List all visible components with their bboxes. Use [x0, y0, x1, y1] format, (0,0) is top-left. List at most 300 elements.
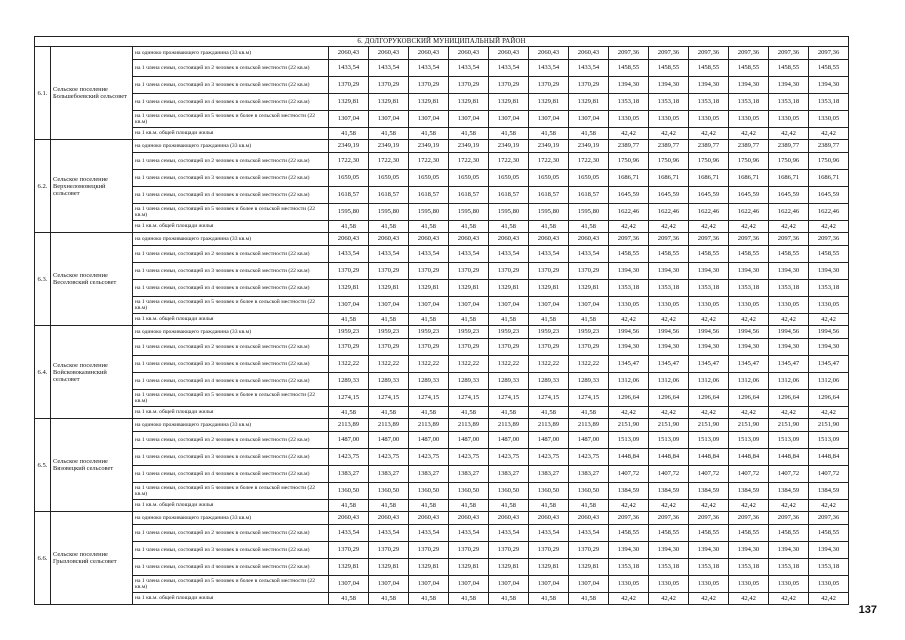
value-cell: 1659,05 [369, 169, 409, 186]
value-cell: 1433,54 [329, 245, 369, 262]
value-cell: 2060,43 [449, 512, 489, 525]
value-cell: 1322,22 [449, 355, 489, 372]
value-cell: 1618,57 [449, 186, 489, 203]
value-cell: 2349,19 [489, 140, 529, 153]
value-cell: 1394,30 [649, 262, 689, 279]
value-cell: 1353,18 [769, 279, 809, 296]
value-cell: 1307,04 [529, 110, 569, 127]
value-cell: 1750,96 [729, 152, 769, 169]
value-cell: 41,58 [329, 127, 369, 140]
value-cell: 1274,15 [569, 389, 609, 406]
value-cell: 1433,54 [489, 245, 529, 262]
value-cell: 1750,96 [809, 152, 849, 169]
value-cell: 1307,04 [489, 575, 529, 592]
value-cell: 1307,04 [329, 296, 369, 313]
value-cell: 1370,29 [329, 541, 369, 558]
value-cell: 2151,90 [649, 419, 689, 432]
value-cell: 42,42 [809, 499, 849, 512]
value-cell: 42,42 [649, 220, 689, 233]
value-cell: 1329,81 [409, 93, 449, 110]
value-cell: 1329,81 [329, 558, 369, 575]
value-cell: 2113,89 [489, 419, 529, 432]
value-cell: 1370,29 [329, 262, 369, 279]
value-cell: 1322,22 [369, 355, 409, 372]
value-cell: 42,42 [729, 220, 769, 233]
value-cell: 41,58 [489, 592, 529, 605]
value-cell: 1423,75 [449, 448, 489, 465]
value-cell: 1513,09 [809, 431, 849, 448]
value-cell: 1448,84 [689, 448, 729, 465]
value-cell: 1394,30 [729, 338, 769, 355]
value-cell: 41,58 [529, 220, 569, 233]
value-cell: 1307,04 [329, 110, 369, 127]
value-cell: 1370,29 [489, 76, 529, 93]
value-cell: 1274,15 [529, 389, 569, 406]
value-cell: 1722,30 [529, 152, 569, 169]
row-description: на 1 кв.м. общей площади жилья [133, 313, 329, 326]
value-cell: 42,42 [769, 406, 809, 419]
value-cell: 1645,59 [609, 186, 649, 203]
value-cell: 1370,29 [569, 262, 609, 279]
value-cell: 2060,43 [329, 233, 369, 246]
value-cell: 1360,50 [569, 482, 609, 499]
value-cell: 1686,71 [809, 169, 849, 186]
value-cell: 1330,05 [689, 296, 729, 313]
value-cell: 2097,36 [729, 512, 769, 525]
value-cell: 1595,80 [489, 203, 529, 220]
value-cell: 1433,54 [569, 245, 609, 262]
value-cell: 1622,46 [609, 203, 649, 220]
value-cell: 1433,54 [369, 524, 409, 541]
value-cell: 1394,30 [809, 262, 849, 279]
value-cell: 2389,77 [649, 140, 689, 153]
value-cell: 1994,56 [809, 326, 849, 339]
value-cell: 1722,30 [449, 152, 489, 169]
value-cell: 2389,77 [809, 140, 849, 153]
value-cell: 41,58 [569, 313, 609, 326]
value-cell: 2113,89 [369, 419, 409, 432]
table-row [35, 326, 849, 339]
value-cell: 41,58 [409, 499, 449, 512]
table-row [35, 127, 849, 140]
row-description: на 1 члена семьи, состоящей из 5 человек и более в сельской местности (22 кв.м) [133, 203, 329, 220]
table-row [35, 448, 849, 465]
value-cell: 41,58 [369, 499, 409, 512]
value-cell: 42,42 [689, 127, 729, 140]
value-cell: 1307,04 [569, 296, 609, 313]
table-row [35, 355, 849, 372]
value-cell: 1394,30 [809, 541, 849, 558]
value-cell: 41,58 [569, 220, 609, 233]
value-cell: 1370,29 [369, 76, 409, 93]
value-cell: 42,42 [769, 220, 809, 233]
value-cell: 1458,55 [649, 524, 689, 541]
value-cell: 41,58 [569, 592, 609, 605]
table-row [35, 313, 849, 326]
value-cell: 1407,72 [689, 465, 729, 482]
value-cell: 41,58 [449, 592, 489, 605]
value-cell: 1330,05 [769, 575, 809, 592]
value-cell: 41,58 [489, 220, 529, 233]
value-cell: 1513,09 [729, 431, 769, 448]
value-cell: 1448,84 [809, 448, 849, 465]
value-cell: 1384,59 [809, 482, 849, 499]
value-cell: 1329,81 [569, 93, 609, 110]
row-description: на 1 члена семьи, состоящей из 4 человек в сельской местности (22 кв.м) [133, 93, 329, 110]
row-description: на 1 члена семьи, состоящей из 5 человек и более в сельской местности (22 кв.м) [133, 110, 329, 127]
value-cell: 41,58 [409, 406, 449, 419]
value-cell: 1458,55 [809, 524, 849, 541]
table-row [35, 524, 849, 541]
value-cell: 1458,55 [729, 59, 769, 76]
settlement-name: Сельское поселение Верхнеломовецкий сельсовет [51, 140, 133, 233]
value-cell: 41,58 [529, 499, 569, 512]
value-cell: 2060,43 [449, 233, 489, 246]
value-cell: 1329,81 [329, 279, 369, 296]
value-cell: 1329,81 [489, 93, 529, 110]
value-cell: 1329,81 [409, 279, 449, 296]
value-cell: 1622,46 [769, 203, 809, 220]
row-description: на 1 члена семьи, состоящей из 2 человек в сельской местности (22 кв.м) [133, 245, 329, 262]
table-row [35, 296, 849, 313]
value-cell: 1345,47 [769, 355, 809, 372]
value-cell: 1329,81 [529, 279, 569, 296]
value-cell: 1353,18 [649, 558, 689, 575]
value-cell: 1370,29 [409, 76, 449, 93]
table-row [35, 262, 849, 279]
value-cell: 1329,81 [489, 558, 529, 575]
section-index: 6.2. [35, 140, 51, 233]
row-description: на 1 члена семьи, состоящей из 4 человек в сельской местности (22 кв.м) [133, 279, 329, 296]
value-cell: 41,58 [369, 313, 409, 326]
value-cell: 1353,18 [729, 558, 769, 575]
value-cell: 1433,54 [369, 59, 409, 76]
value-cell: 1433,54 [449, 59, 489, 76]
value-cell: 2060,43 [369, 233, 409, 246]
value-cell: 41,58 [409, 313, 449, 326]
value-cell: 2097,36 [649, 47, 689, 60]
value-cell: 2151,90 [689, 419, 729, 432]
value-cell: 41,58 [529, 406, 569, 419]
value-cell: 42,42 [809, 313, 849, 326]
value-cell: 41,58 [569, 499, 609, 512]
value-cell: 2097,36 [729, 47, 769, 60]
value-cell: 1622,46 [649, 203, 689, 220]
value-cell: 1458,55 [729, 245, 769, 262]
value-cell: 1659,05 [489, 169, 529, 186]
value-cell: 1407,72 [649, 465, 689, 482]
value-cell: 1370,29 [329, 338, 369, 355]
row-description: на 1 кв.м. общей площади жилья [133, 592, 329, 605]
value-cell: 1513,09 [609, 431, 649, 448]
value-cell: 1994,56 [729, 326, 769, 339]
value-cell: 1353,18 [769, 93, 809, 110]
value-cell: 41,58 [449, 406, 489, 419]
value-cell: 41,58 [449, 127, 489, 140]
value-cell: 2389,77 [729, 140, 769, 153]
value-cell: 1384,59 [729, 482, 769, 499]
table-row [35, 220, 849, 233]
value-cell: 1353,18 [649, 93, 689, 110]
row-description: на одиноко проживающего гражданина (33 кв.м) [133, 326, 329, 339]
value-cell: 1370,29 [449, 541, 489, 558]
value-cell: 1384,59 [609, 482, 649, 499]
value-cell: 2097,36 [769, 512, 809, 525]
value-cell: 1448,84 [769, 448, 809, 465]
value-cell: 1423,75 [329, 448, 369, 465]
value-cell: 1394,30 [689, 338, 729, 355]
value-cell: 1370,29 [409, 338, 449, 355]
value-cell: 1722,30 [409, 152, 449, 169]
value-cell: 1289,33 [569, 372, 609, 389]
value-cell: 2097,36 [809, 47, 849, 60]
table-row [35, 152, 849, 169]
value-cell: 1322,22 [489, 355, 529, 372]
value-cell: 1370,29 [489, 338, 529, 355]
value-cell: 1618,57 [569, 186, 609, 203]
value-cell: 1329,81 [529, 93, 569, 110]
value-cell: 2389,77 [609, 140, 649, 153]
value-cell: 1394,30 [649, 338, 689, 355]
value-cell: 42,42 [809, 127, 849, 140]
value-cell: 2349,19 [529, 140, 569, 153]
value-cell: 1394,30 [729, 541, 769, 558]
value-cell: 1959,23 [489, 326, 529, 339]
value-cell: 1595,80 [369, 203, 409, 220]
value-cell: 2097,36 [609, 512, 649, 525]
value-cell: 1312,06 [729, 372, 769, 389]
value-cell: 1448,84 [649, 448, 689, 465]
value-cell: 41,58 [329, 499, 369, 512]
value-cell: 1322,22 [409, 355, 449, 372]
value-cell: 1370,29 [449, 338, 489, 355]
value-cell: 1330,05 [649, 296, 689, 313]
section-index: 6.6. [35, 512, 51, 605]
value-cell: 1383,27 [449, 465, 489, 482]
value-cell: 2349,19 [569, 140, 609, 153]
value-cell: 41,58 [369, 592, 409, 605]
value-cell: 1686,71 [649, 169, 689, 186]
table-row [35, 245, 849, 262]
value-cell: 1383,27 [489, 465, 529, 482]
value-cell: 1433,54 [329, 59, 369, 76]
section-index: 6.5. [35, 419, 51, 512]
value-cell: 1433,54 [529, 524, 569, 541]
value-cell: 1394,30 [729, 262, 769, 279]
value-cell: 2097,36 [809, 233, 849, 246]
value-cell: 1750,96 [649, 152, 689, 169]
value-cell: 1659,05 [449, 169, 489, 186]
value-cell: 1994,56 [649, 326, 689, 339]
row-description: на 1 кв.м. общей площади жилья [133, 220, 329, 233]
value-cell: 2097,36 [689, 233, 729, 246]
value-cell: 2060,43 [409, 47, 449, 60]
table-row [35, 431, 849, 448]
value-cell: 2113,89 [449, 419, 489, 432]
value-cell: 1645,59 [769, 186, 809, 203]
value-cell: 1394,30 [609, 338, 649, 355]
value-cell: 2097,36 [769, 47, 809, 60]
value-cell: 1622,46 [729, 203, 769, 220]
value-cell: 1360,50 [529, 482, 569, 499]
value-cell: 1595,80 [529, 203, 569, 220]
value-cell: 42,42 [649, 499, 689, 512]
row-description: на 1 члена семьи, состоящей из 2 человек в сельской местности (22 кв.м) [133, 59, 329, 76]
value-cell: 1329,81 [449, 93, 489, 110]
table-row [35, 59, 849, 76]
table-row [35, 93, 849, 110]
value-cell: 1433,54 [449, 245, 489, 262]
value-cell: 1394,30 [689, 262, 729, 279]
value-cell: 1296,64 [689, 389, 729, 406]
table-row [35, 558, 849, 575]
value-cell: 1722,30 [369, 152, 409, 169]
value-cell: 1433,54 [489, 524, 529, 541]
value-cell: 1330,05 [609, 110, 649, 127]
value-cell: 41,58 [529, 592, 569, 605]
value-cell: 1433,54 [369, 245, 409, 262]
value-cell: 1686,71 [609, 169, 649, 186]
value-cell: 2097,36 [609, 47, 649, 60]
value-cell: 2349,19 [449, 140, 489, 153]
value-cell: 1353,18 [609, 558, 649, 575]
value-cell: 1423,75 [569, 448, 609, 465]
value-cell: 1458,55 [609, 59, 649, 76]
table-row [35, 279, 849, 296]
value-cell: 1274,15 [489, 389, 529, 406]
value-cell: 1394,30 [729, 76, 769, 93]
value-cell: 1487,00 [409, 431, 449, 448]
value-cell: 1394,30 [769, 76, 809, 93]
row-description: на одиноко проживающего гражданина (33 кв.м) [133, 512, 329, 525]
section-index: 6.4. [35, 326, 51, 419]
table-row [35, 499, 849, 512]
value-cell: 1329,81 [369, 93, 409, 110]
value-cell: 42,42 [609, 127, 649, 140]
value-cell: 42,42 [729, 127, 769, 140]
value-cell: 1330,05 [809, 110, 849, 127]
value-cell: 2349,19 [409, 140, 449, 153]
value-cell: 1622,46 [809, 203, 849, 220]
value-cell: 1722,30 [329, 152, 369, 169]
value-cell: 1686,71 [689, 169, 729, 186]
value-cell: 1329,81 [449, 279, 489, 296]
value-cell: 1360,50 [329, 482, 369, 499]
value-cell: 1274,15 [409, 389, 449, 406]
value-cell: 41,58 [569, 127, 609, 140]
value-cell: 1659,05 [529, 169, 569, 186]
value-cell: 1458,55 [769, 245, 809, 262]
value-cell: 1353,18 [729, 279, 769, 296]
value-cell: 41,58 [449, 220, 489, 233]
value-cell: 1750,96 [609, 152, 649, 169]
value-cell: 1433,54 [529, 245, 569, 262]
value-cell: 1384,59 [649, 482, 689, 499]
value-cell: 2097,36 [649, 233, 689, 246]
value-cell: 1645,59 [729, 186, 769, 203]
value-cell: 1289,33 [409, 372, 449, 389]
value-cell: 1433,54 [409, 59, 449, 76]
row-description: на 1 члена семьи, состоящей из 5 человек и более в сельской местности (22 кв.м) [133, 389, 329, 406]
value-cell: 1394,30 [769, 541, 809, 558]
value-cell: 42,42 [649, 127, 689, 140]
value-cell: 2097,36 [689, 47, 729, 60]
value-cell: 1330,05 [729, 110, 769, 127]
value-cell: 1296,64 [609, 389, 649, 406]
value-cell: 1370,29 [489, 262, 529, 279]
table-row [35, 186, 849, 203]
table-row [35, 203, 849, 220]
row-description: на 1 члена семьи, состоящей из 4 человек в сельской местности (22 кв.м) [133, 465, 329, 482]
value-cell: 42,42 [609, 499, 649, 512]
value-cell: 1383,27 [369, 465, 409, 482]
value-cell: 1370,29 [529, 76, 569, 93]
value-cell: 1345,47 [609, 355, 649, 372]
value-cell: 1307,04 [489, 110, 529, 127]
value-cell: 1307,04 [409, 575, 449, 592]
value-cell: 2113,89 [569, 419, 609, 432]
value-cell: 1407,72 [729, 465, 769, 482]
value-cell: 1370,29 [569, 541, 609, 558]
value-cell: 2113,89 [409, 419, 449, 432]
value-cell: 1994,56 [689, 326, 729, 339]
value-cell: 1394,30 [689, 541, 729, 558]
value-cell: 1659,05 [569, 169, 609, 186]
value-cell: 1329,81 [369, 279, 409, 296]
value-cell: 1433,54 [529, 59, 569, 76]
value-cell: 2113,89 [329, 419, 369, 432]
row-description: на 1 кв.м. общей площади жилья [133, 406, 329, 419]
value-cell: 1370,29 [329, 76, 369, 93]
value-cell: 2097,36 [729, 233, 769, 246]
value-cell: 1370,29 [369, 262, 409, 279]
value-cell: 1407,72 [609, 465, 649, 482]
row-description: на 1 члена семьи, состоящей из 3 человек в сельской местности (22 кв.м) [133, 76, 329, 93]
value-cell: 1433,54 [569, 59, 609, 76]
value-cell: 1618,57 [409, 186, 449, 203]
value-cell: 2097,36 [609, 233, 649, 246]
value-cell: 1458,55 [649, 59, 689, 76]
row-description: на 1 кв.м. общей площади жилья [133, 127, 329, 140]
value-cell: 1959,23 [329, 326, 369, 339]
value-cell: 1307,04 [369, 296, 409, 313]
row-description: на 1 члена семьи, состоящей из 3 человек в сельской местности (22 кв.м) [133, 541, 329, 558]
value-cell: 2151,90 [609, 419, 649, 432]
row-description: на 1 члена семьи, состоящей из 2 человек в сельской местности (22 кв.м) [133, 338, 329, 355]
value-cell: 1329,81 [409, 558, 449, 575]
value-cell: 1645,59 [809, 186, 849, 203]
row-description: на 1 члена семьи, состоящей из 2 человек в сельской местности (22 кв.м) [133, 152, 329, 169]
value-cell: 42,42 [689, 406, 729, 419]
value-cell: 1330,05 [809, 575, 849, 592]
value-cell: 42,42 [729, 406, 769, 419]
value-cell: 1458,55 [609, 245, 649, 262]
table-row [35, 372, 849, 389]
value-cell: 1312,06 [809, 372, 849, 389]
value-cell: 1959,23 [409, 326, 449, 339]
value-cell: 42,42 [689, 499, 729, 512]
value-cell: 1330,05 [649, 110, 689, 127]
value-cell: 1330,05 [689, 575, 729, 592]
value-cell: 42,42 [809, 592, 849, 605]
value-cell: 41,58 [529, 127, 569, 140]
value-cell: 1289,33 [449, 372, 489, 389]
value-cell: 1307,04 [449, 296, 489, 313]
value-cell: 1274,15 [449, 389, 489, 406]
value-cell: 1353,18 [809, 279, 849, 296]
value-cell: 1330,05 [729, 296, 769, 313]
value-cell: 1487,00 [569, 431, 609, 448]
